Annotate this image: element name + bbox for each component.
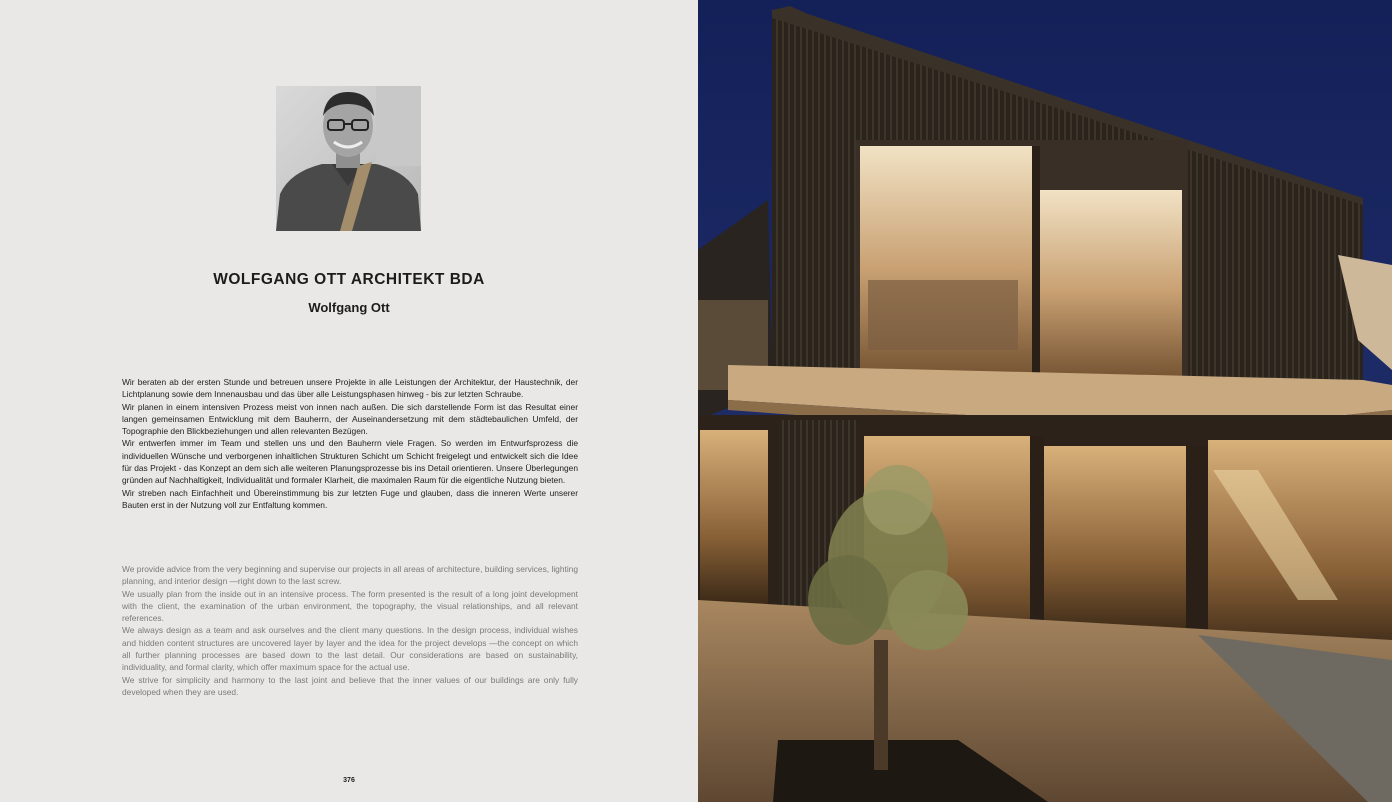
firm-name-heading: WOLFGANG OTT ARCHITEKT BDA xyxy=(213,271,485,288)
english-paragraph: We strive for simplicity and harmony to the last joint and believe that the inner values of our buildings are only fully developed when they are used. xyxy=(122,674,578,697)
german-paragraph: Wir streben nach Einfachheit und Übereinstimmung bis zur letzten Fuge und glauben, dass die inneren Werte unserer Bauten erst in der Nutzung voll zur Entfaltung kommen. xyxy=(122,487,578,510)
house-illustration xyxy=(698,0,1392,802)
german-body-text xyxy=(122,376,578,511)
english-paragraph: We provide advice from the very beginning and supervise our projects in all areas of architecture, building services, lighting planning, and interior design —right down to the last screw. xyxy=(122,564,578,587)
architect-portrait-photo xyxy=(276,86,421,231)
portrait-illustration xyxy=(276,86,421,231)
english-body-text xyxy=(122,563,578,698)
english-paragraph: We always design as a team and ask ourselves and the client many questions. In the design process, individual wishes and hidden content structures are uncovered layer by layer and the idea for the project develops —the concept on which all further planning processes are based down to the last detail. Our considerations are based on sustainability, individuality, and formal clarity, which offer maximum space for the actual use. xyxy=(122,625,578,673)
german-paragraph: Wir entwerfen immer im Team und stellen uns und den Bauherrn viele Fragen. So werden im Entwurfsprozess die individuellen Wünsche und verborgenen inhaltlichen Strukturen Schicht um Schicht freigelegt und entwickelt sich die Idee für das Projekt - das Konzept an dem sich alle weiteren Planungsprozesse bis ins Detail orientieren. Unsere Überlegungen gründen auf Nachhaltigkeit, Individualität und formaler Klarheit, die maximalen Raum für die eigentliche Nutzung bieten. xyxy=(122,438,578,486)
house-night-photo xyxy=(698,0,1392,802)
english-paragraph: We usually plan from the inside out in an intensive process. The form presented is the result of a long joint development with the client, the examination of the urban environment, the topography, the visual relationships, and all relevant references. xyxy=(122,588,578,624)
architect-name: Wolfgang Ott xyxy=(308,300,390,315)
page-number: 376 xyxy=(343,777,355,784)
german-paragraph: Wir beraten ab der ersten Stunde und betreuen unsere Projekte in alle Leistungen der Architektur, der Haustechnik, der Lichtplanung sowie dem Innenausbau und das über alle Leistungsphasen hinweg - bis zur letzten Schraube. xyxy=(122,377,578,400)
german-paragraph: Wir planen in einem intensiven Prozess meist von innen nach außen. Die sich darstellende Form ist das Resultat einer langen gemeinsamen Entwicklung mit dem Bauherrn, der Auseinandersetzung mit dem städtebaulichen Umfeld, der Topographie den Blickbeziehungen und allen relevanten Bezügen. xyxy=(122,401,578,437)
